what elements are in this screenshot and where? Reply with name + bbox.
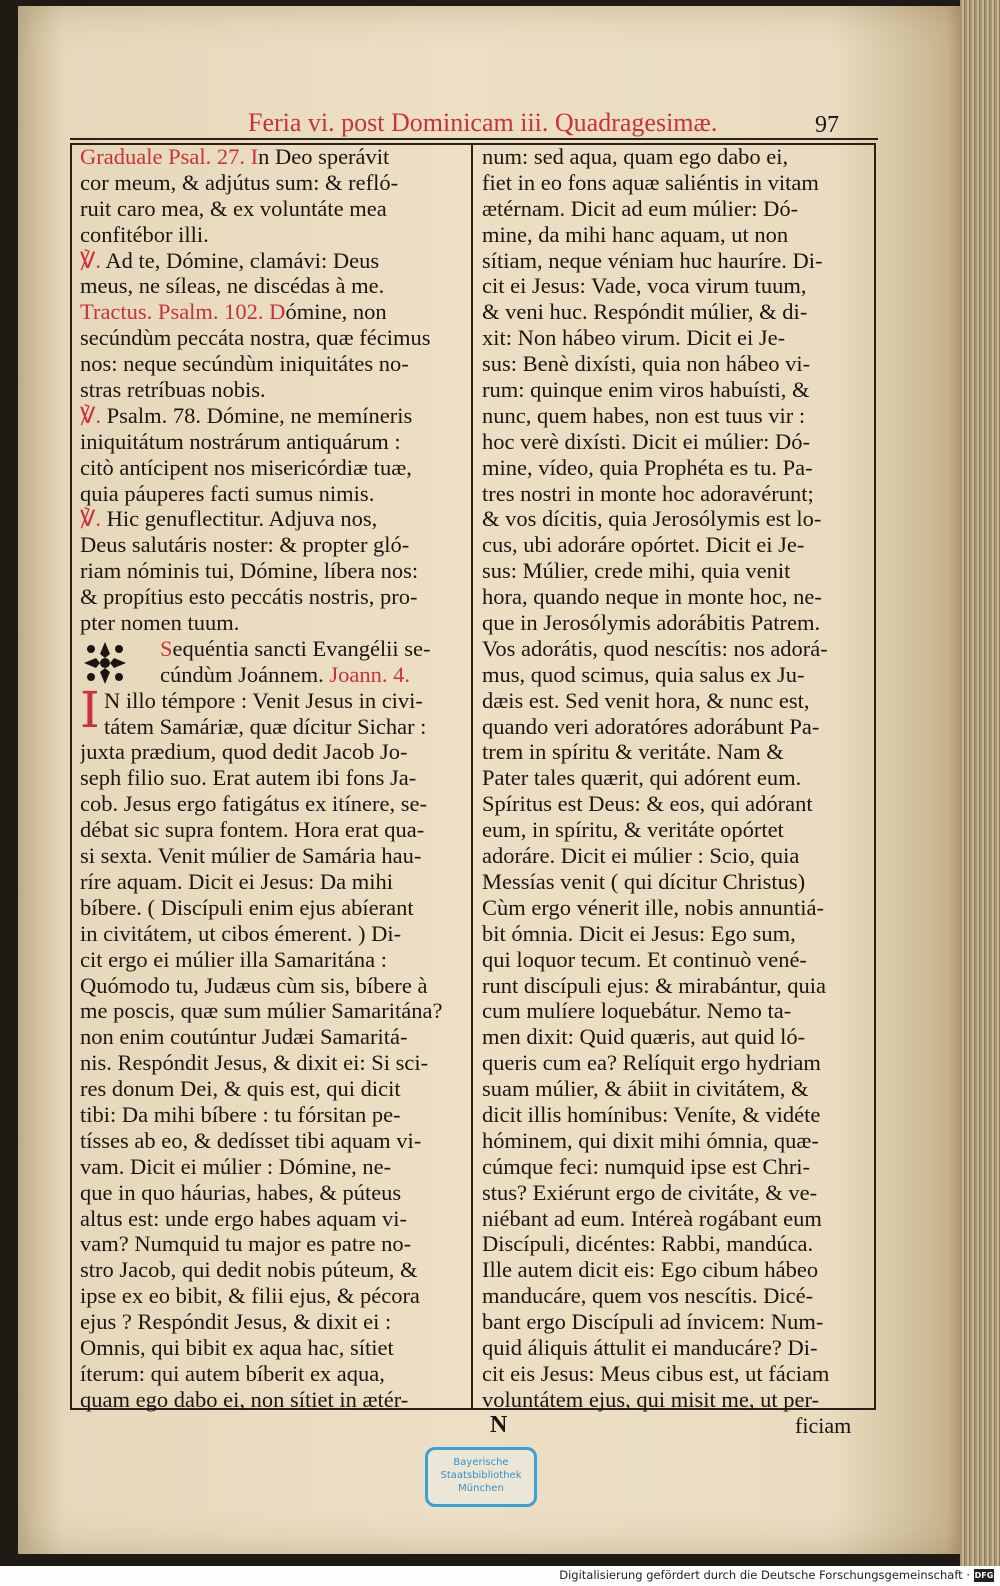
text-line: ætérnam. Dicit ad eum múlier: Dó- [482,195,799,221]
text-line: tibi: Da mihi bíbere : tu fórsitan pe- [80,1101,401,1127]
text-line: dicit illis homínibus: Veníte, & vidéte [482,1101,821,1127]
text-line: que in quo háurias, habes, & púteus [80,1179,402,1205]
text-line: hóminem, qui dixit mihi ómnia, quæ- [482,1127,819,1153]
rubric: Joann. 4. [329,661,410,687]
stamp-line: Staatsbibliothek [440,1470,522,1481]
text-line: Ille autem dicit eis: Ego cibum hábeo [482,1257,819,1283]
signature-mark: N [490,1412,508,1438]
text-line: bíbere. ( Discípuli enim ejus abíerant [80,894,414,920]
text-line: Spíritus est Deus: & eos, qui adórant [482,791,813,817]
right-column [482,144,874,1413]
text-line: & propítius esto peccátis nostris, pro- [80,584,418,610]
text-line: rum: quinque enim viros habuísti, & [482,377,810,403]
text-line: Cùm ergo vénerit ille, nobis annuntiá- [482,894,825,920]
digitization-credit: Digitalisierung gefördert durch die Deutsche Forschungsgemeinschaft · [559,1568,970,1582]
text-line: tátem Samáriæ, quæ dícitur Sichar : [104,713,427,739]
dfg-logo: DFG [974,1571,994,1580]
text-line: runt discípuli ejus: & mirabántur, quia [482,972,827,998]
text-line: cúndùm Joánnem. Joann. 4. [160,661,410,687]
text-line: meus, ne síleas, ne discédas à me. [80,273,385,299]
catchword: ficiam [795,1413,852,1438]
text-line: ℣. Psalm. 78. Dómine, ne memíneris [80,402,413,428]
text-line: cus, ubi adoráre opórtet. Dicit ei Je- [482,532,805,558]
text-line: queris cum ea? Relíquit ergo hydriam [482,1050,821,1076]
text-line: secúndùm peccáta nostra, quæ fécimus [80,325,431,351]
text-line: in civitátem, ut cibos émerent. ) Di- [80,920,402,946]
text-line: cit ei Jesus: Vade, voca virum tuum, [482,273,807,299]
text-line: si sexta. Venit múlier de Samária hau- [80,843,422,869]
stamp-line: München [458,1483,504,1494]
text-line: res donum Dei, & quis est, qui dicit [80,1076,401,1102]
text-line: suam múlier, & ábiit in civitátem, & [482,1076,809,1102]
text-line: Graduale Psal. 27. In Deo sperávit [80,144,390,169]
text-line: & vos dícitis, quia Jerosólymis est lo- [482,506,822,532]
text-line: cob. Jesus ergo fatigátus ex itínere, se- [80,791,427,817]
text-line: cum mulíere loquebátur. Nemo ta- [482,998,792,1024]
text-line: ríre aquam. Dicit ei Jesus: Da mihi [80,868,394,894]
text-line: Pater tales quærit, qui adórent eum. [482,765,802,791]
left-column [80,144,470,1413]
text-line: íterum: qui autem bíberit ex aqua, [80,1360,385,1386]
text-line: mine, da mihi hanc aquam, ut non [482,221,789,247]
text-line: sítiam, neque véniam huc hauríre. Di- [482,247,823,273]
text-line: Discípuli, dicéntes: Rabbi, mandúca. [482,1231,814,1257]
text-line: juxta prædium, quod dedit Jacob Jo- [80,739,408,765]
text-line: vam? Numquid tu major es patre no- [80,1231,412,1257]
fleuron-ornament-icon [82,640,128,686]
text-line: N illo témpore : Venit Jesus in civi- [104,687,423,713]
text-line: me poscis, quæ sum múlier Samaritána? [80,998,443,1024]
text-line: ipse ex eo bibit, & filii ejus, & pécora [80,1283,420,1309]
text-line: seph filio suo. Erat autem ibi fons Ja- [80,765,417,791]
text-line: qui loquor tecum. Et continuò vené- [482,946,807,972]
text-line: citò antícipent nos misericórdiæ tuæ, [80,454,412,480]
library-stamp [425,1447,537,1507]
text-line: hoc verè dixísti. Dicit ei múlier: Dó- [482,428,811,454]
text-line: Deus salutáris noster: & propter gló- [80,532,410,558]
text-line: ℣. Hic genuflectitur. Adjuva nos, [80,506,378,532]
text-line: iniquitátum nostrárum antiquárum : [80,428,401,454]
text-line: adoráre. Dicit ei múlier : Scio, quia [482,843,800,869]
text-line: men dixit: Quid quæris, aut quid ló- [482,1024,806,1050]
text-line: niébant ad eum. Intéreà rogábant eum [482,1205,822,1231]
text-line: stro Jacob, qui dedit nobis púteum, & [80,1257,418,1283]
running-title: Feria vi. post Dominicam iii. Quadragesimæ. [248,108,718,137]
text-line: eum, in spíritu, & veritáte opórtet [482,817,784,843]
text-line: bant ergo Discípuli ad ínvicem: Num- [482,1309,824,1335]
stamp-line: Bayerische [453,1457,509,1468]
text-line: débat sic supra fontem. Hora erat qua- [80,817,425,843]
text-line: quando veri adoratóres adorábunt Pa- [482,713,820,739]
rubric: S [160,635,173,661]
text-line: mine, vídeo, quia Prophéta es tu. Pa- [482,454,813,480]
text-line: Messías venit ( qui dícitur Christus) [482,868,806,894]
text-line: Sequéntia sancti Evangélii se- [160,635,431,661]
text-line: Quómodo tu, Judæus cùm sis, bíbere à [80,972,428,998]
text-line: nis. Respóndit Jesus, & dixit ei: Si sci- [80,1050,429,1076]
text-line: hora, quando neque in monte hoc, ne- [482,584,822,610]
text-line: dæis est. Sed venit hora, & nunc est, [482,687,810,713]
rubric: ℣. [80,402,102,428]
text-line: tísses ab eo, & dedísset tibi aquam vi- [80,1127,422,1153]
text-line: stus? Exiérunt ergo de civitáte, & ve- [482,1179,818,1205]
text-line: cúmque feci: numquid ipse est Chri- [482,1153,811,1179]
text-line: quam ego dabo ei, non sítiet in ætér- [80,1386,409,1412]
text-line: sus: Benè dixísti, quia non hábeo vi- [482,351,811,377]
text-line: ruit caro mea, & ex voluntáte mea [80,195,387,221]
header-rule [70,138,878,140]
text-line: non enim coutúntur Judæi Samaritá- [80,1024,408,1050]
text-line: num: sed aqua, quam ego dabo ei, [482,144,789,169]
text-line: que in Jerosólymis adorábitis Patrem. [482,610,821,636]
text-line: cit eis Jesus: Meus cibus est, ut fáciam [482,1360,830,1386]
text-line: vam. Dicit ei múlier : Dómine, ne- [80,1153,392,1179]
text-line: ℣. Ad te, Dómine, clamávi: Deus [80,247,380,273]
text-line: manducáre, quem vos nescítis. Dicé- [482,1283,814,1309]
rubric: Graduale Psal. 27. I [80,144,259,169]
rubric: ℣. [80,247,102,273]
text-line: mus, quod scimus, quia salus ex Ju- [482,661,805,687]
text-line: fiet in eo fons aquæ saliéntis in vitam [482,169,819,195]
text-line: altus est: unde ergo habes aquam vi- [80,1205,407,1231]
text-line: quid áliquis áttulit ei manducáre? Di- [482,1334,818,1360]
text-line: & veni huc. Respóndit múlier, & di- [482,299,808,325]
text-line: nunc, quem habes, non est tuus vir : [482,402,806,428]
text-line: riam nóminis tui, Dómine, líbera nos: [80,558,419,584]
text-line: confitébor illi. [80,221,209,247]
text-line: nos: neque secúndùm iniquitátes no- [80,351,409,377]
text-line: bit ómnia. Dicit ei Jesus: Ego sum, [482,920,796,946]
text-line: xit: Non hábeo virum. Dicit ei Je- [482,325,786,351]
text-line: trem in spíritu & veritáte. Nam & [482,739,784,765]
drop-cap: I [80,680,100,739]
text-line: cor meum, & adjútus sum: & refló- [80,169,399,195]
text-line: Tractus. Psalm. 102. Dómine, non [80,299,387,325]
page-number: 97 [815,112,839,138]
text-line: ejus ? Respóndit Jesus, & dixit ei : [80,1309,392,1335]
text-line: Omnis, qui bibit ex aqua hac, sítiet [80,1334,394,1360]
column-divider [471,143,473,1410]
text-line: cit ergo ei múlier illa Samaritána : [80,946,387,972]
page-edges [960,0,1000,1566]
rubric: Tractus. Psalm. 102. D [80,299,286,325]
rubric: ℣. [80,506,102,532]
text-line: pter nomen tuum. [80,610,240,636]
text-line: quia páuperes facti sumus nimis. [80,480,375,506]
text-line: stras retríbuas nobis. [80,377,266,403]
text-line: voluntátem ejus, qui misit me, ut per- [482,1386,819,1412]
text-line: Vos adorátis, quod nescítis: nos adorá- [482,635,828,661]
text-line: sus: Múlier, crede mihi, quia venit [482,558,791,584]
text-line: tres nostri in monte hoc adoravérunt; [482,480,814,506]
